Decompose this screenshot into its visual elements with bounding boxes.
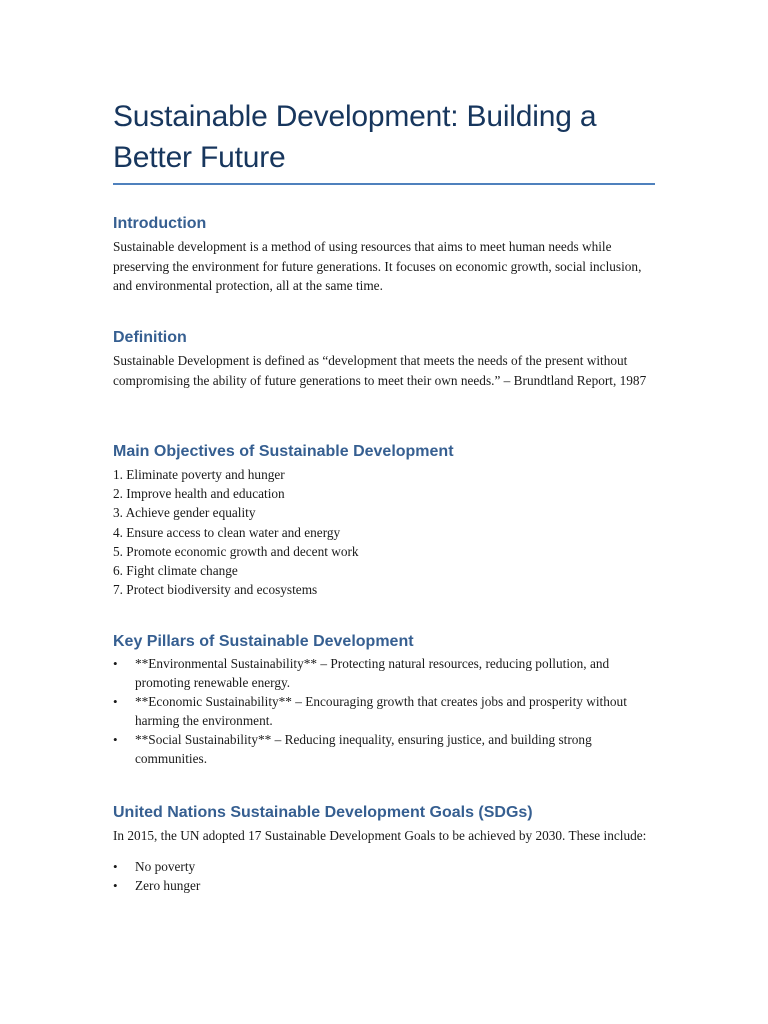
pillar-item [113,731,658,768]
objective-item: 3. Achieve gender equality [113,505,256,521]
sdgs-paragraph: In 2015, the UN adopted 17 Sustainable Development Goals to be achieved by 2030. These include: [113,828,647,843]
objective-item: 2. Improve health and education [113,486,285,502]
bullet-icon: • [113,694,118,709]
section-sdgs [113,802,658,897]
sdg-text: Zero hunger [135,878,201,893]
bullet-icon: • [113,732,118,747]
definition-paragraph: Sustainable Development is defined as “development that meets the needs of the present without compromising the ability of future generations to meet their own needs.” – Brundtland Report, 1987 [113,353,647,388]
section-pillars [113,631,658,769]
section-definition [113,327,658,390]
section-introduction [113,213,658,296]
objective-item: 1. Eliminate poverty and hunger [113,467,285,482]
objective-item: 5. Promote economic growth and decent work [113,543,359,559]
objective-item: 7. Protect biodiversity and ecosystems [113,582,318,598]
pillar-item [113,655,658,692]
definition-heading: Definition [113,329,187,346]
document-body [113,96,658,893]
bullet-icon: • [113,858,118,874]
pillar-text: **Economic Sustainability** – Encouraging growth that creates jobs and prosperity without harming the environment. [135,694,627,728]
objective-item: 4. Ensure access to clean water and energy [113,524,341,540]
bullet-icon: • [113,878,118,893]
introduction-paragraph: Sustainable development is a method of using resources that aims to meet human needs while preserving the environment for future generations. It focuses on economic growth, social inclusion, and environmental protection, all at the same time. [113,239,642,293]
objectives-list [113,465,658,599]
document-title: Sustainable Development: Building a Better Future [113,100,597,174]
section-objectives [113,441,658,599]
objectives-heading: Main Objectives of Sustainable Development [113,443,454,460]
pillars-heading: Key Pillars of Sustainable Development [113,633,414,650]
title-underline [113,183,655,185]
sdgs-heading: United Nations Sustainable Development Goals (SDGs) [113,804,533,821]
objective-item: 6. Fight climate change [113,563,238,579]
sdgs-list [113,858,658,896]
pillar-item [113,693,658,730]
sdg-text: No poverty [135,858,196,874]
pillars-list [113,655,658,768]
bullet-icon: • [113,656,118,671]
pillar-text: **Environmental Sustainability** – Protecting natural resources, reducing pollution, and promoting renewable energy. [135,656,610,690]
pillar-text: **Social Sustainability** – Reducing inequality, ensuring justice, and building strong communities. [135,732,592,766]
sdg-item [113,858,658,877]
sdg-item [113,877,658,896]
introduction-heading: Introduction [113,215,207,232]
